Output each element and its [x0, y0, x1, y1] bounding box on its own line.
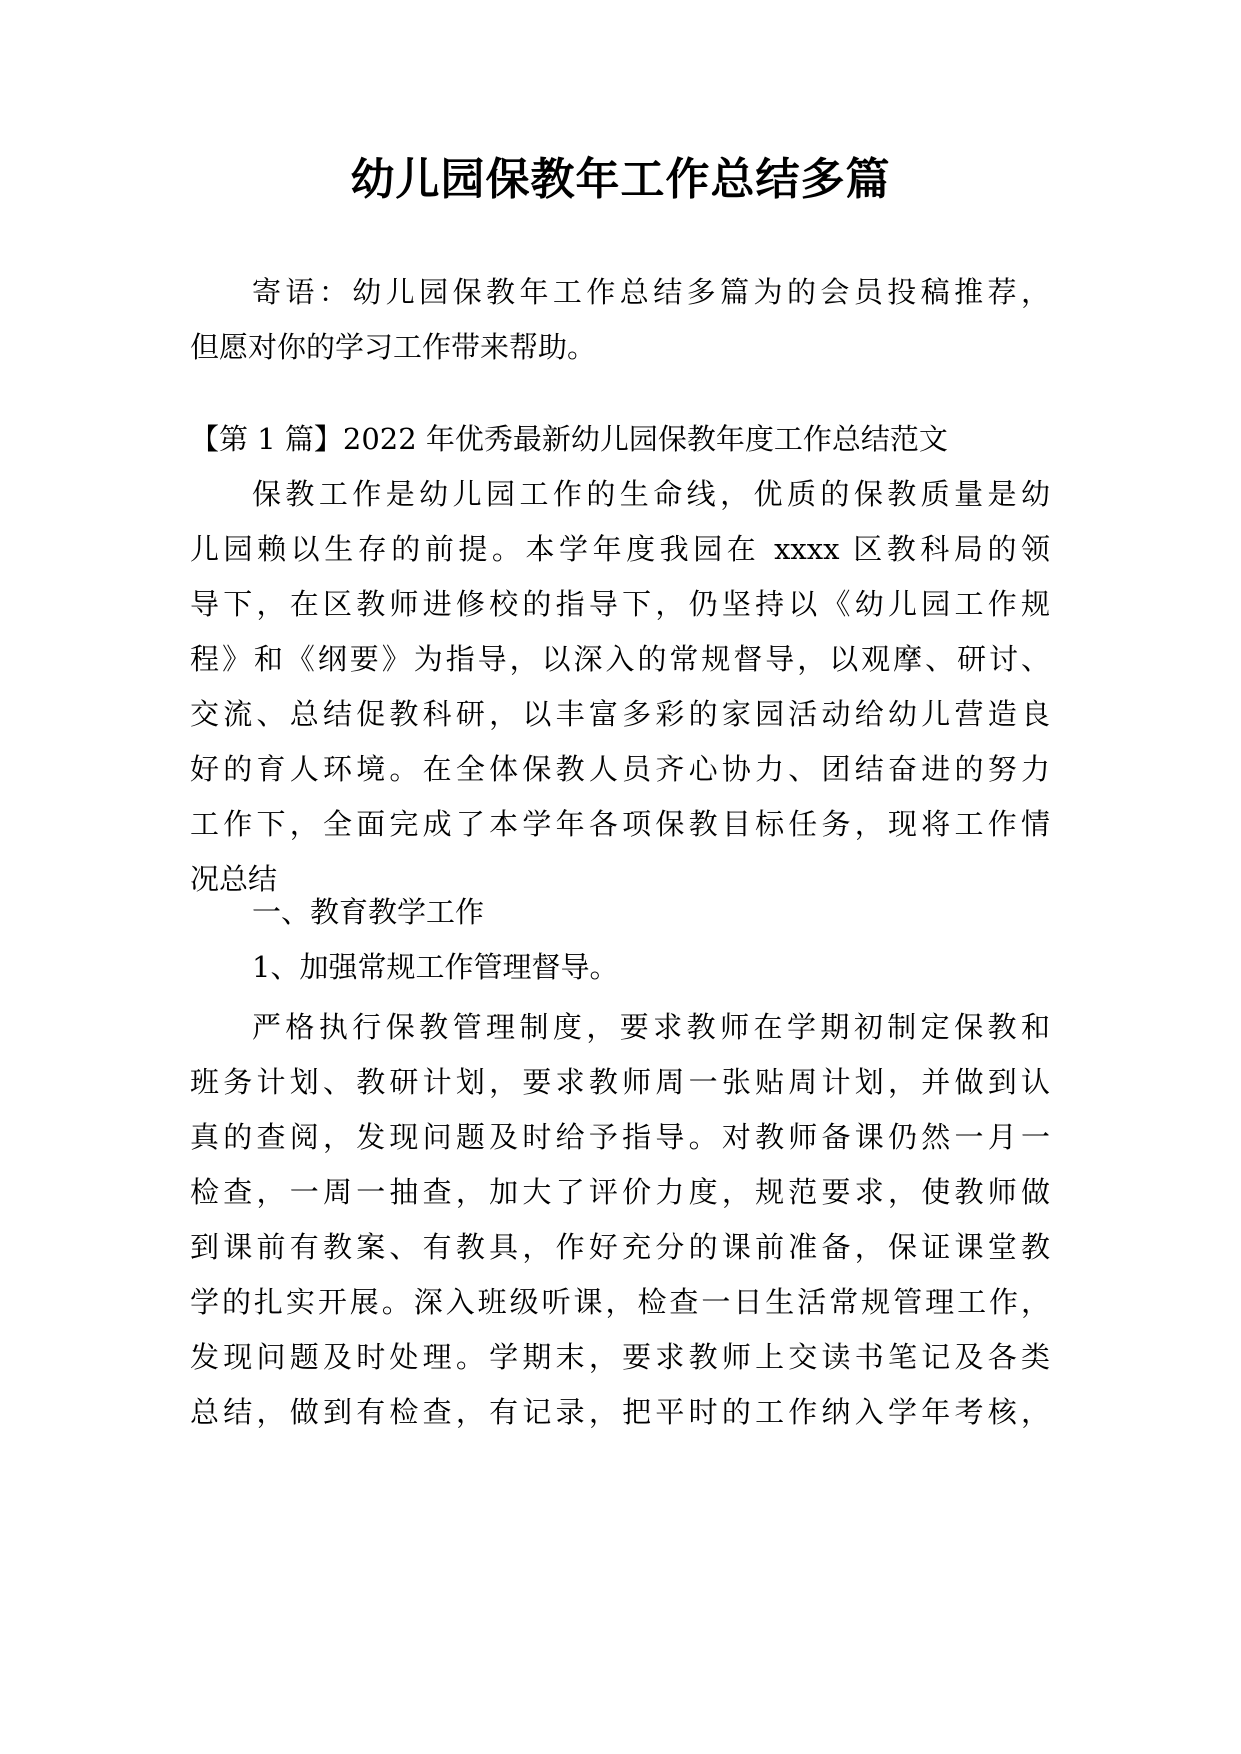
body-line: 发现问题及时处理。学期末，要求教师上交读书笔记及各类 [190, 1340, 1050, 1374]
intro-paragraph [190, 467, 1050, 907]
intro-line: 工作下，全面完成了本学年各项保教目标任务，现将工作情 [190, 807, 1050, 841]
heading-level-1-text: 一、教育教学工作 [252, 895, 485, 929]
heading-level-1 [190, 885, 1050, 940]
intro-line: 导下，在区教师进修校的指导下，仍坚持以《幼儿园工作规 [190, 587, 1050, 621]
section-heading [190, 412, 1050, 467]
intro-line: 程》和《纲要》为指导，以深入的常规督导，以观摩、研讨、 [190, 642, 1050, 676]
heading-level-2-text: 1、加强常规工作管理督导。 [252, 950, 619, 984]
body-paragraph [190, 1000, 1050, 1440]
section-heading-text: 【第 1 篇】2022 年优秀最新幼儿园保教年度工作总结范文 [190, 422, 948, 456]
document-title: 幼儿园保教年工作总结多篇 [350, 154, 891, 205]
body-line: 班务计划、教研计划，要求教师周一张贴周计划，并做到认 [190, 1065, 1050, 1099]
intro-line: 交流、总结促教科研，以丰富多彩的家园活动给幼儿营造良 [190, 697, 1050, 731]
intro-line: 保教工作是幼儿园工作的生命线，优质的保教质量是幼 [252, 477, 1050, 511]
body-line: 到课前有教案、有教具，作好充分的课前准备，保证课堂教 [190, 1230, 1050, 1264]
body-line: 检查，一周一抽查，加大了评价力度，规范要求，使教师做 [190, 1175, 1050, 1209]
body-line: 真的查阅，发现问题及时给予指导。对教师备课仍然一月一 [190, 1120, 1050, 1154]
foreword-line: 寄语：幼儿园保教年工作总结多篇为的会员投稿推荐， [252, 275, 1050, 309]
body-line: 学的扎实开展。深入班级听课，检查一日生活常规管理工作， [190, 1285, 1050, 1319]
intro-line: 况总结 [190, 862, 278, 896]
foreword-line: 但愿对你的学习工作带来帮助。 [190, 330, 597, 364]
foreword-paragraph [190, 265, 1050, 375]
intro-line: 儿园赖以生存的前提。本学年度我园在 xxxx 区教科局的领 [190, 532, 1050, 566]
intro-line: 好的育人环境。在全体保教人员齐心协力、团结奋进的努力 [190, 752, 1050, 786]
heading-level-2 [190, 940, 1050, 995]
body-line: 总结，做到有检查，有记录，把平时的工作纳入学年考核， [190, 1395, 1050, 1429]
body-line: 严格执行保教管理制度，要求教师在学期初制定保教和 [252, 1010, 1050, 1044]
